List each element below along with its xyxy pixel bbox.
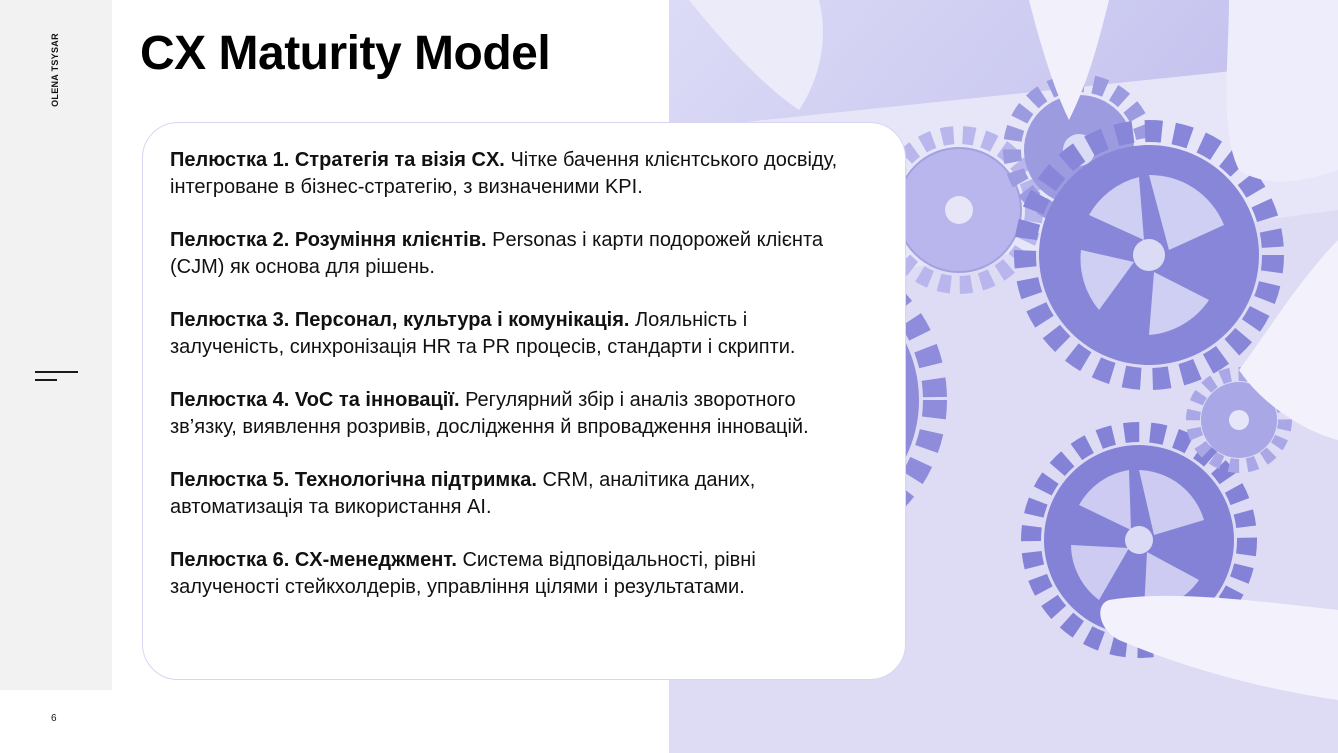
petal-heading: Пелюстка 1. Стратегія та візія CX. <box>170 149 505 171</box>
slide-title: CX Maturity Model <box>140 27 551 80</box>
petal-item <box>170 227 860 280</box>
petal-heading: Пелюстка 6. CX-менеджмент. <box>170 549 457 571</box>
petal-text: Personas і карти подорожей клієнта (CJM) як основа для рішень. <box>170 229 823 278</box>
petal-heading: Пелюстка 2. Розуміння клієнтів. <box>170 229 487 251</box>
petal-text: Система відповідальності, рівні залученості стейкхолдерів, управління цілями і результатами. <box>170 549 756 598</box>
petal-text: Лояльність і залученість, синхронізація HR та PR процесів, стандарти і скрипти. <box>170 309 796 358</box>
petal-item <box>170 147 860 200</box>
page-number: 6 <box>51 713 57 724</box>
decorative-line-top <box>35 371 78 373</box>
petal-heading: Пелюстка 4. VoC та інновації. <box>170 389 460 411</box>
petal-text: Чітке бачення клієнтського досвіду, інтегроване в бізнес-стратегію, з визначеними KPI. <box>170 149 838 198</box>
petal-text: CRM, аналітика даних, автоматизація та використання AI. <box>170 469 756 518</box>
petals-list <box>170 147 860 600</box>
petals-card <box>142 122 906 680</box>
petal-item <box>170 387 860 440</box>
petal-heading: Пелюстка 5. Технологічна підтримка. <box>170 469 537 491</box>
petal-item <box>170 467 860 520</box>
petal-text: Регулярний збір і аналіз зворотного зв’язку, виявлення розривів, дослідження й впровадження інновацій. <box>170 389 809 438</box>
author-name: OLENA TSYSAR <box>50 33 60 107</box>
petal-item <box>170 547 860 600</box>
decorative-line-bottom <box>35 379 57 381</box>
petal-item <box>170 307 860 360</box>
petal-heading: Пелюстка 3. Персонал, культура і комунікація. <box>170 309 630 331</box>
left-sidebar <box>0 0 112 690</box>
